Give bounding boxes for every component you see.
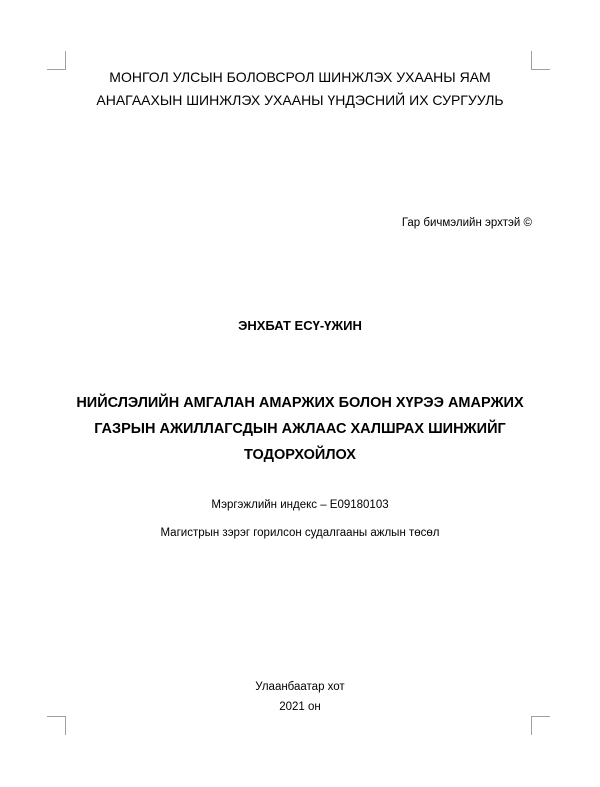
title-line-3: ТОДОРХОЙЛОХ <box>244 447 356 463</box>
institution-header <box>0 66 600 112</box>
thesis-type: Магистрын зэрэг горилсон судалгааны ажлын төсөл <box>160 527 440 539</box>
specialty-index: Мэргэжлийн индекс – E09180103 <box>211 499 389 511</box>
title-line-1: НИЙСЛЭЛИЙН АМГАЛАН АМАРЖИХ БОЛОН ХҮРЭЭ АМАРЖИХ <box>76 395 524 411</box>
author-name: ЭНХБАТ ЕСҮ-ҮЖИН <box>238 318 362 333</box>
crop-mark-bottom-right <box>531 716 550 735</box>
year: 2021 он <box>279 701 321 713</box>
place-and-year <box>0 677 600 717</box>
ministry-name: МОНГОЛ УЛСЫН БОЛОВСРОЛ ШИНЖЛЭХ УХААНЫ ЯАМ <box>109 69 491 85</box>
city: Улаанбаатар хот <box>255 681 345 693</box>
copyright-note: Гар бичмэлийн эрхтэй © <box>401 217 532 229</box>
school-name: АНАГААХЫН ШИНЖЛЭХ УХААНЫ ҮНДЭСНИЙ ИХ СУРГУУЛЬ <box>96 92 504 108</box>
title-line-2: ГАЗРЫН АЖИЛЛАГСДЫН АЖЛААС ХАЛШРАХ ШИНЖИЙГ <box>94 421 506 437</box>
thesis-title <box>0 390 600 468</box>
crop-mark-bottom-left <box>47 716 66 735</box>
